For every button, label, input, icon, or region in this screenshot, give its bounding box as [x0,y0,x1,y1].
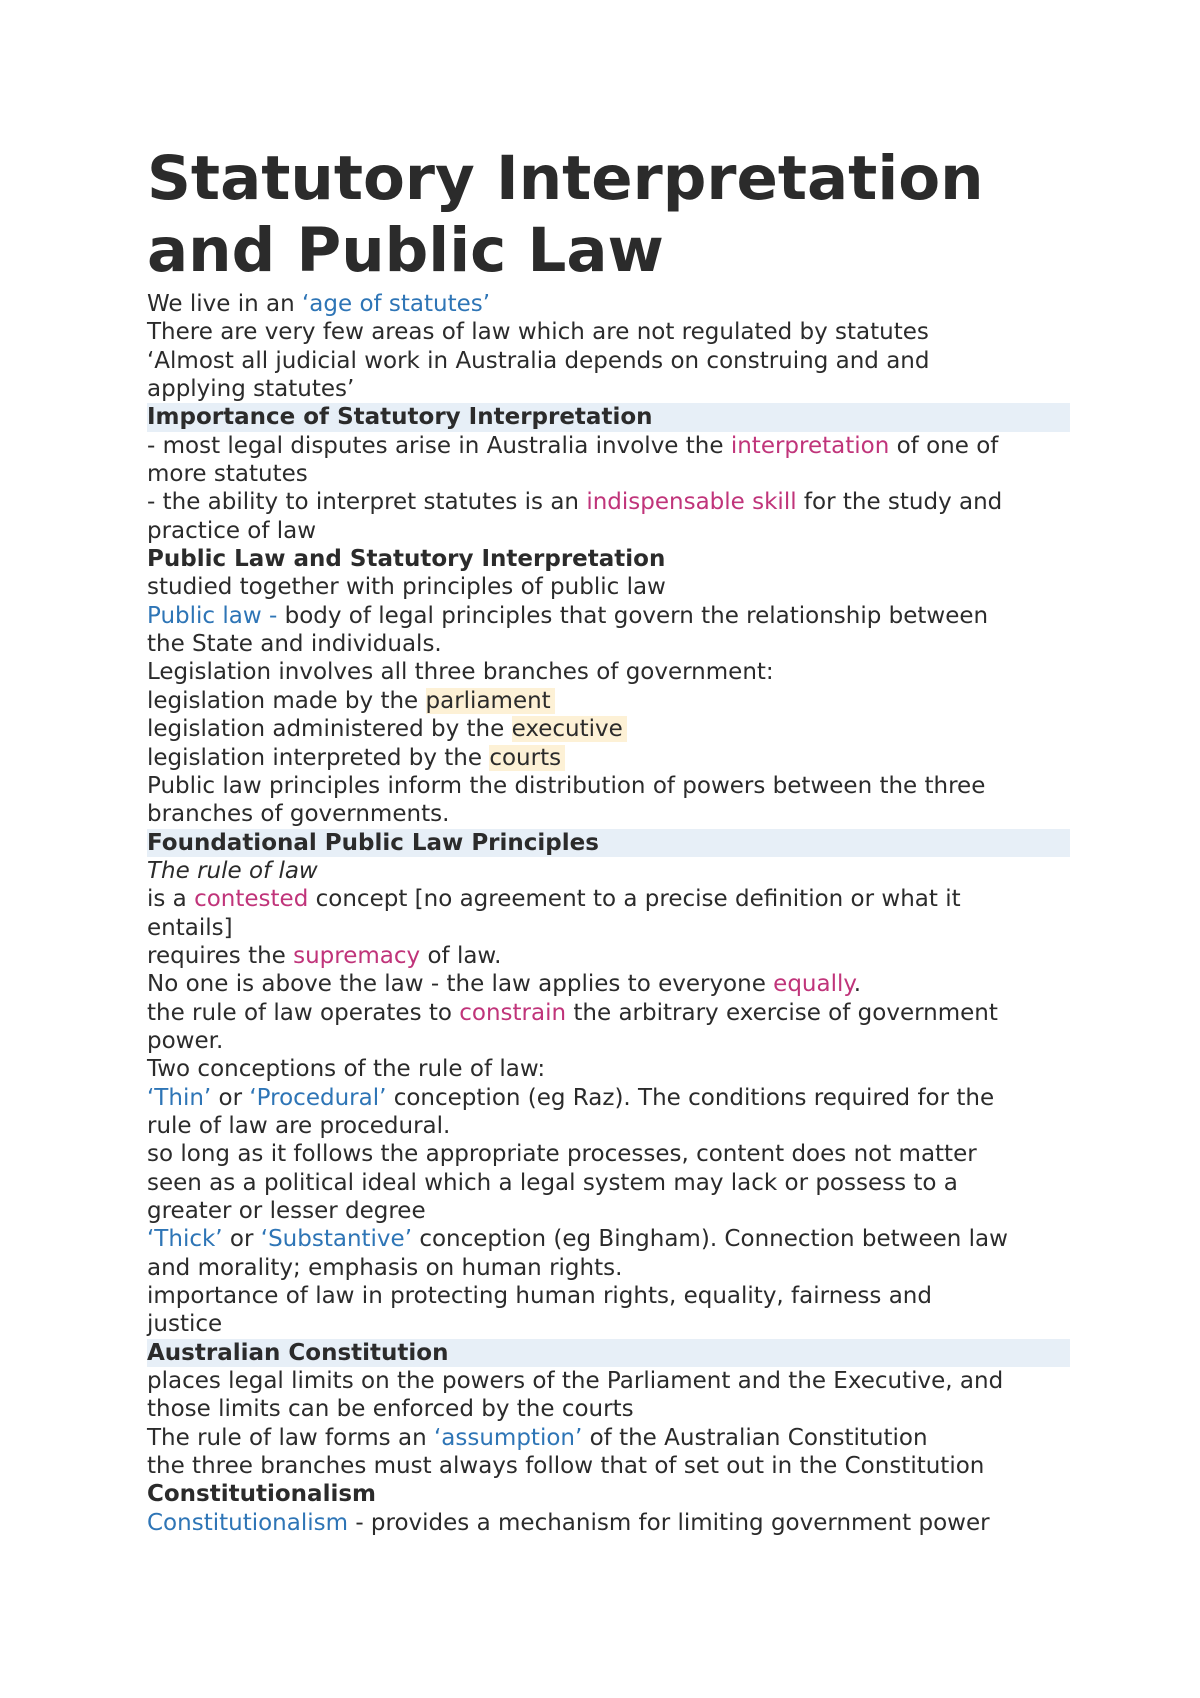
paragraph: so long as it follows the appropriate processes, content does not matter [147,1141,977,1168]
text: of one of [889,432,999,459]
text: No one is above the law - the law applies to everyone [147,971,774,998]
text: - provides a mechanism for limiting government power [348,1509,990,1536]
paragraph: seen as a political ideal which a legal system may lack or possess to a [147,1169,958,1196]
paragraph [147,488,1064,516]
key-term: contested [194,886,309,913]
paragraph: ‘Almost all judicial work in Australia depends on construing and and [147,347,930,374]
key-term: equally [773,971,854,998]
paragraph [147,290,1064,318]
text: . [853,971,862,998]
paragraph [147,942,1064,970]
paragraph [147,687,1064,715]
paragraph: entails] [147,914,233,941]
text: We live in an [147,291,302,317]
key-term: indispensable skill [586,489,797,516]
text: conception (eg Raz). The conditions required for the [386,1084,995,1111]
text: is a [147,886,195,913]
paragraph: those limits can be enforced by the courts [147,1396,634,1423]
paragraph [147,970,1064,998]
paragraph: greater or lesser degree [147,1198,426,1224]
section-heading: Constitutionalism [147,1481,376,1508]
paragraph [147,602,1064,630]
paragraph: the State and individuals. [147,631,442,658]
text: legislation made by the [147,687,426,714]
text: legislation interpreted by the [147,744,490,771]
highlighted-term: executive [512,716,627,742]
paragraph: places legal limits on the powers of the Parliament and the Executive, and [147,1368,1004,1395]
text: or [222,1226,261,1253]
paragraph: branches of governments. [147,801,450,828]
paragraph [147,1424,1064,1452]
highlighted-term: courts [489,745,565,771]
paragraph: There are very few areas of law which are not regulated by statutes [147,319,929,346]
paragraph: the three branches must always follow that of set out in the Constitution [147,1453,985,1480]
text: of law. [420,942,502,969]
paragraph: practice of law [147,517,317,544]
definition-term: ‘Thick’ [147,1226,223,1253]
paragraph: rule of law are procedural. [147,1112,451,1139]
text: - most legal disputes arise in Australia involve the [147,432,731,459]
definition-term: Constitutionalism [147,1509,349,1536]
paragraph [147,1225,1064,1253]
highlighted-term: parliament [426,688,555,714]
definition-term: ‘Substantive’ [260,1226,413,1253]
paragraph [147,999,1064,1027]
page-title [147,143,1064,287]
text: the rule of law operates to [147,999,460,1026]
text: body of legal principles that govern the relationship between [284,602,989,629]
paragraph [147,1084,1064,1112]
paragraph [147,432,1064,460]
definition-term: ‘Thin’ [147,1084,212,1111]
paragraph [147,744,1064,772]
section-heading: Public Law and Statutory Interpretation [147,546,666,573]
section-heading: Foundational Public Law Principles [147,829,1070,857]
paragraph: importance of law in protecting human rights, equality, fairness and [147,1283,932,1310]
paragraph: justice [147,1311,223,1338]
paragraph: applying statutes’ [147,376,355,403]
text: or [211,1084,250,1111]
paragraph [147,715,1064,743]
paragraph: and morality; emphasis on human rights. [147,1254,623,1281]
text: conception (eg Bingham). Connection between law [412,1226,1008,1253]
paragraph: power. [147,1027,224,1054]
paragraph [147,1509,1064,1537]
title-line: and Public Law [147,215,664,286]
text: concept [no agreement to a precise definition or what it [308,886,961,913]
definition-term: ‘Procedural’ [249,1084,387,1111]
section-heading: Australian Constitution [147,1339,1070,1367]
text: The rule of law forms an [147,1424,434,1451]
text: the arbitrary exercise of government [566,999,998,1026]
paragraph: Legislation involves all three branches of government: [147,659,774,686]
paragraph: studied together with principles of public law [147,574,666,601]
key-term: interpretation [730,432,890,459]
highlight-term: ‘age of statutes’ [301,291,491,317]
text: - the ability to interpret statutes is an [147,489,587,516]
section-heading: Importance of Statutory Interpretation [147,403,1070,431]
subheading: The rule of law [147,857,318,884]
paragraph: Public law principles inform the distribution of powers between the three [147,772,986,799]
title-line: Statutory Interpretation [147,143,984,214]
paragraph: Two conceptions of the rule of law: [147,1056,546,1083]
paragraph: more statutes [147,461,308,488]
key-term: constrain [459,999,567,1026]
definition-term: ‘assumption’ [433,1424,583,1451]
key-term: supremacy [293,942,421,969]
text: legislation administered by the [147,716,512,743]
paragraph [147,885,1064,913]
text: of the Australian Constitution [582,1424,928,1451]
text: requires the [147,942,294,969]
text: for the study and [796,489,1003,516]
definition-term: Public law - [147,602,285,629]
